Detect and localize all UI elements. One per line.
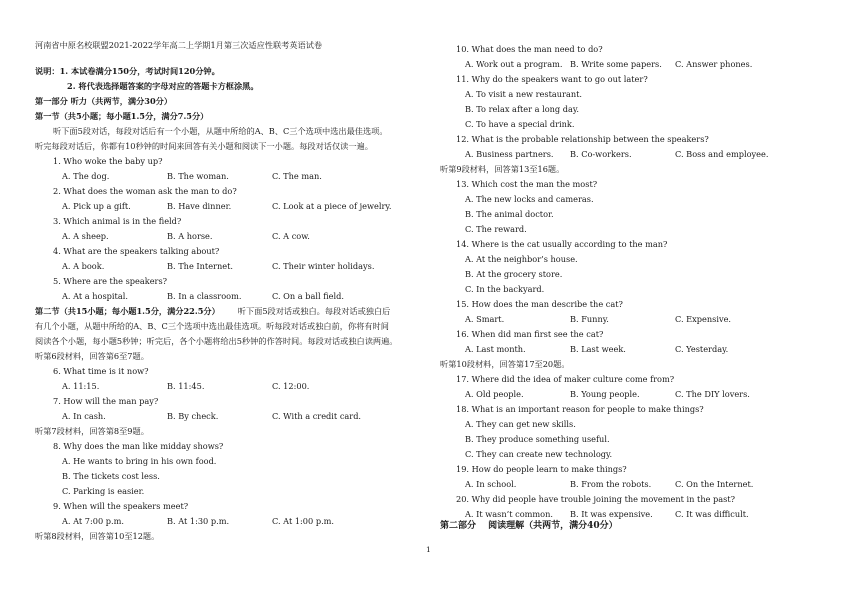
q6-option-c: C. 12:00. (272, 381, 310, 391)
q20-option-c: C. It was difficult. (675, 509, 749, 519)
question-2: 2. What does the woman ask the man to do? (53, 186, 237, 196)
material-8-instruction: 听第8段材料，回答第10至12题。 (35, 531, 160, 541)
q3-option-b: B. A horse. (167, 231, 213, 241)
q12-option-b: B. Co-workers. (570, 149, 632, 159)
q16-option-c: C. Yesterday. (675, 344, 729, 354)
q15-option-a: A. Smart. (465, 314, 505, 324)
question-1: 1. Who woke the baby up? (53, 156, 163, 166)
q11-option-c: C. To have a special drink. (465, 119, 575, 129)
question-4: 4. What are the speakers talking about? (53, 246, 220, 256)
q8-option-c: C. Parking is easier. (62, 486, 145, 496)
question-16: 16. When did man first see the cat? (456, 329, 604, 339)
material-10-instruction: 听第10段材料，回答第17至20题。 (440, 359, 570, 369)
q14-option-b: B. At the grocery store. (465, 269, 563, 279)
question-13: 13. Which cost the man the most? (456, 179, 598, 189)
q5-option-c: C. On a ball field. (272, 291, 344, 301)
q1-option-a: A. The dog. (62, 171, 110, 181)
q20-option-a: A. It wasn’t common. (465, 509, 553, 519)
q4-option-a: A. A book. (62, 261, 105, 271)
notes-line-1 (35, 66, 220, 77)
sec2-instruction-4: 听第6段材料，回答第6至7题。 (35, 351, 149, 361)
q10-option-a: A. Work out a program. (465, 59, 563, 69)
question-14: 14. Where is the cat usually according to the man? (456, 239, 668, 249)
q7-option-b: B. By check. (167, 411, 219, 421)
q8-option-b: B. The tickets cost less. (62, 471, 160, 481)
q2-option-c: C. Look at a piece of jewelry. (272, 201, 392, 211)
sec2-instruction-1: 听下面5段对话或独白。每段对话或独白后 (237, 306, 391, 316)
q2-option-a: A. Pick up a gift. (62, 201, 131, 211)
q16-option-a: A. Last month. (465, 344, 526, 354)
question-10: 10. What does the man need to do? (456, 44, 603, 54)
exam-header: 河南省中原名校联盟2021-2022学年高二上学期1月第三次适应性联考英语试卷 (35, 40, 323, 50)
q17-option-b: B. Young people. (570, 389, 640, 399)
q6-option-b: B. 11:45. (167, 381, 205, 391)
q7-option-c: C. With a credit card. (272, 411, 362, 421)
q3-option-a: A. A sheep. (62, 231, 109, 241)
question-15: 15. How does the man describe the cat? (456, 299, 623, 309)
q10-option-b: B. Write some papers. (570, 59, 662, 69)
q20-option-b: B. It was expensive. (570, 509, 653, 519)
q19-option-b: B. From the robots. (570, 479, 652, 489)
q9-option-a: A. At 7:00 p.m. (62, 516, 124, 526)
page-number: 1 (426, 545, 431, 554)
q9-option-c: C. At 1:00 p.m. (272, 516, 335, 526)
q1-option-c: C. The man. (272, 171, 322, 181)
question-8: 8. Why does the man like midday shows? (53, 441, 224, 451)
q11-option-a: A. To visit a new restaurant. (465, 89, 583, 99)
q1-option-b: B. The woman. (167, 171, 229, 181)
notes-label: 说明： (35, 66, 60, 76)
question-5: 5. Where are the speakers? (53, 276, 168, 286)
q16-option-b: B. Last week. (570, 344, 626, 354)
q8-option-a: A. He wants to bring in his own food. (62, 456, 217, 466)
question-19: 19. How do people learn to make things? (456, 464, 627, 474)
question-6: 6. What time is it now? (53, 366, 149, 376)
q18-option-a: A. They can get new skills. (465, 419, 576, 429)
material-9-instruction: 听第9段材料，回答第13至16题。 (440, 164, 565, 174)
part1-title: 第一部分 听力（共两节，满分30分） (35, 96, 173, 106)
question-17: 17. Where did the idea of maker culture come from? (456, 374, 675, 384)
q13-option-a: A. The new locks and cameras. (465, 194, 594, 204)
question-12: 12. What is the probable relationship between the speakers? (456, 134, 709, 144)
q13-option-c: C. The reward. (465, 224, 527, 234)
q6-option-a: A. 11:15. (62, 381, 100, 391)
q7-option-a: A. In cash. (62, 411, 106, 421)
q18-option-c: C. They can create new technology. (465, 449, 613, 459)
q14-option-c: C. In the backyard. (465, 284, 545, 294)
q10-option-c: C. Answer phones. (675, 59, 753, 69)
sec1-instruction-2: 听完每段对话后，你都有10秒钟的时间来回答有关小题和阅读下一小题。每段对话仅读一遍。 (35, 141, 373, 151)
sec1-instruction-1: 听下面5段对话，每段对话后有一个小题，从题中所给的A、B、C三个选项中选出最佳选项。 (53, 126, 388, 136)
q4-option-c: C. Their winter holidays. (272, 261, 375, 271)
q9-option-b: B. At 1:30 p.m. (167, 516, 230, 526)
q17-option-c: C. The DIY lovers. (675, 389, 750, 399)
material-7-instruction: 听第7段材料，回答第8至9题。 (35, 426, 149, 436)
q12-option-c: C. Boss and employee. (675, 149, 769, 159)
q17-option-a: A. Old people. (465, 389, 524, 399)
sec2-instruction-3: 阅读各个小题，每小题5秒钟；听完后，各个小题将给出5秒钟的作答时间。每段对话或独白读两遍。 (35, 336, 398, 346)
q5-option-a: A. At a hospital. (62, 291, 128, 301)
note-2: 2. 将代表选择题答案的字母对应的答题卡方框涂黑。 (67, 81, 259, 91)
q19-option-c: C. On the Internet. (675, 479, 754, 489)
question-11: 11. Why do the speakers want to go out later? (456, 74, 648, 84)
q2-option-b: B. Have dinner. (167, 201, 232, 211)
sec2-header-line (35, 306, 390, 317)
sec2-title: 第二节（共15小题；每小题1.5分，满分22.5分） (35, 306, 220, 316)
question-7: 7. How will the man pay? (53, 396, 159, 406)
q13-option-b: B. The animal doctor. (465, 209, 554, 219)
q5-option-b: B. In a classroom. (167, 291, 242, 301)
question-20: 20. Why did people have trouble joining the movement in the past? (456, 494, 736, 504)
question-9: 9. When will the speakers meet? (53, 501, 189, 511)
question-18: 18. What is an important reason for people to make things? (456, 404, 704, 414)
part2-title: 第二部分 阅读理解（共两节，满分40分） (440, 521, 618, 531)
q12-option-a: A. Business partners. (465, 149, 554, 159)
q14-option-a: A. At the neighbor’s house. (465, 254, 578, 264)
q15-option-b: B. Funny. (570, 314, 609, 324)
q19-option-a: A. In school. (465, 479, 517, 489)
sec1-title: 第一节（共5小题；每小题1.5分，满分7.5分） (35, 111, 209, 121)
note-1: 1. 本试卷满分150分，考试时间120分钟。 (59, 66, 220, 76)
q3-option-c: C. A cow. (272, 231, 310, 241)
question-3: 3. Which animal is in the field? (53, 216, 182, 226)
q18-option-b: B. They produce something useful. (465, 434, 610, 444)
q11-option-b: B. To relax after a long day. (465, 104, 580, 114)
q4-option-b: B. The Internet. (167, 261, 233, 271)
q15-option-c: C. Expensive. (675, 314, 732, 324)
sec2-instruction-2: 有几个小题，从题中所给的A、B、C三个选项中选出最佳选项。听每段对话或独白前，你将有时间 (35, 321, 389, 331)
